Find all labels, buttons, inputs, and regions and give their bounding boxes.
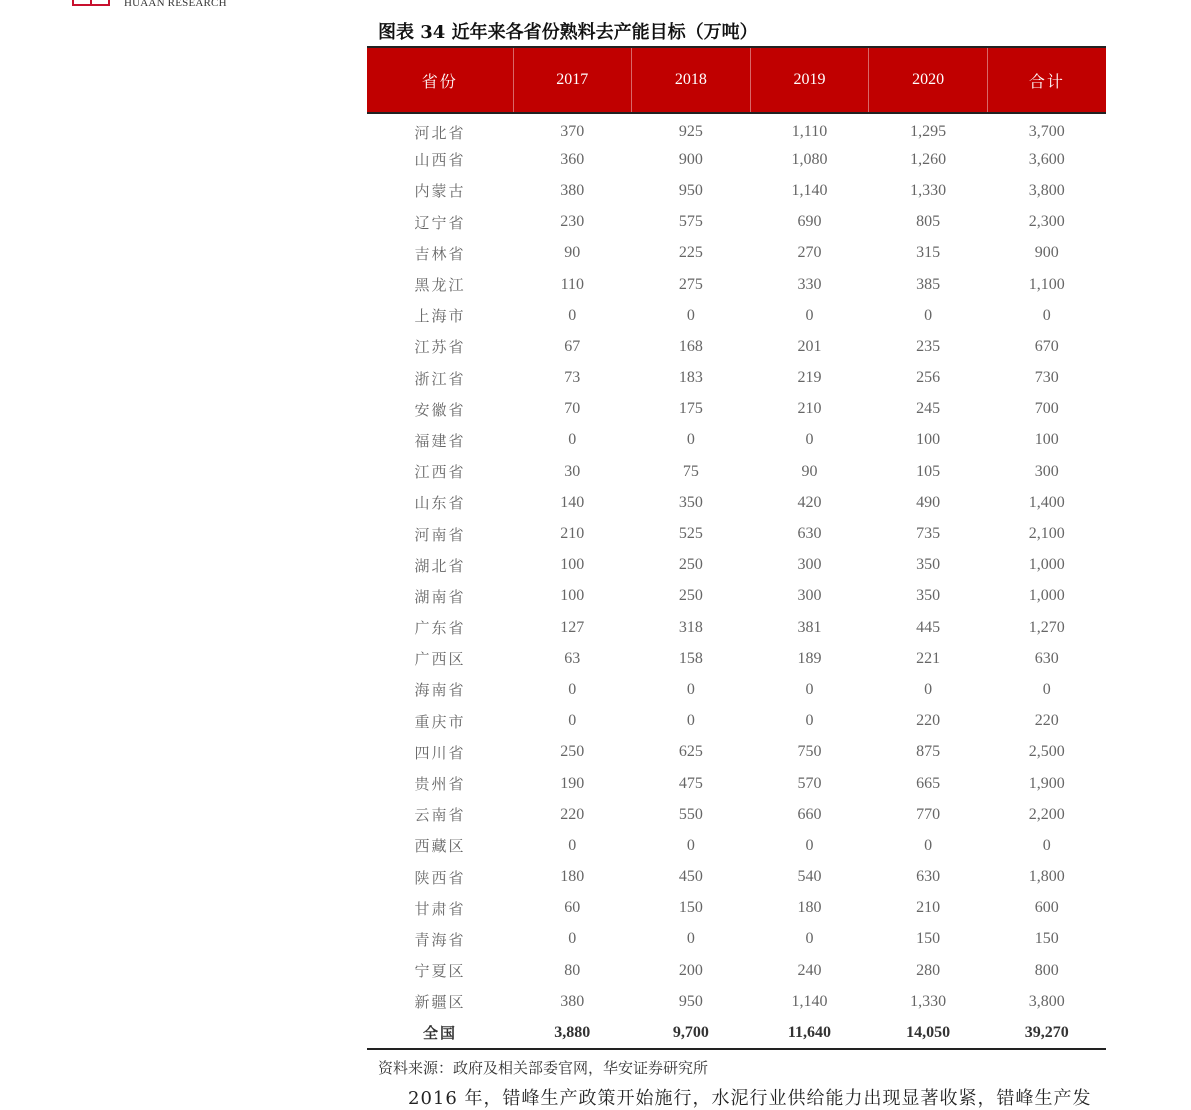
value-cell: 330 — [797, 275, 822, 293]
table-row — [367, 456, 1106, 487]
value-cell: 200 — [678, 961, 703, 979]
value-cell: 63 — [564, 649, 581, 667]
province-cell: 贵州省 — [414, 775, 466, 794]
value-cell: 1,100 — [1028, 275, 1065, 293]
value-cell: 665 — [916, 774, 941, 792]
value-cell: 80 — [564, 961, 581, 979]
province-cell: 宁夏区 — [414, 962, 466, 981]
value-cell: 14,050 — [869, 1017, 988, 1048]
brand-name: HUAAN RESEARCH — [124, 0, 227, 9]
value-cell: 950 — [678, 992, 703, 1010]
value-cell: 75 — [682, 462, 699, 480]
value-cell: 2,200 — [1028, 805, 1065, 823]
value-cell: 240 — [797, 961, 822, 979]
value-cell: 0 — [568, 306, 577, 324]
value-cell: 420 — [797, 493, 822, 511]
value-cell: 235 — [916, 337, 941, 355]
value-cell: 1,110 — [791, 123, 828, 141]
value-cell: 380 — [560, 992, 585, 1010]
table-row — [367, 207, 1106, 238]
value-cell: 180 — [560, 868, 585, 886]
value-cell: 1,400 — [1028, 493, 1065, 511]
value-cell: 0 — [686, 306, 695, 324]
value-cell: 805 — [916, 213, 941, 231]
value-cell: 225 — [678, 244, 703, 262]
brand-logo-icon — [72, 0, 110, 6]
value-cell: 2,500 — [1028, 743, 1065, 761]
value-cell: 630 — [916, 868, 941, 886]
value-cell: 0 — [686, 930, 695, 948]
province-cell: 四川省 — [414, 743, 466, 762]
value-cell: 0 — [568, 431, 577, 449]
province-cell: 河南省 — [414, 525, 466, 544]
source-note: 资料来源：政府及相关部委官网，华安证券研究所 — [378, 1059, 709, 1077]
value-cell: 256 — [916, 369, 941, 387]
value-cell: 318 — [678, 618, 703, 636]
table-row — [367, 862, 1106, 893]
province-cell: 海南省 — [414, 681, 466, 700]
column-header: 2017 — [513, 47, 632, 113]
value-cell: 0 — [686, 712, 695, 730]
table-row — [367, 893, 1106, 924]
province-cell: 河北省 — [414, 123, 466, 142]
value-cell: 1,295 — [910, 123, 947, 141]
value-cell: 3,800 — [1028, 181, 1065, 199]
value-cell: 0 — [686, 836, 695, 854]
table-row — [367, 706, 1106, 737]
value-cell: 570 — [797, 774, 822, 792]
value-cell: 690 — [797, 213, 822, 231]
value-cell: 575 — [678, 213, 703, 231]
value-cell: 700 — [1034, 400, 1059, 418]
table-row — [367, 425, 1106, 456]
table-row — [367, 581, 1106, 612]
province-cell: 湖南省 — [414, 587, 466, 606]
value-cell: 250 — [560, 743, 585, 761]
value-cell: 2,100 — [1028, 525, 1065, 543]
value-cell: 0 — [805, 306, 814, 324]
value-cell: 0 — [805, 836, 814, 854]
value-cell: 3,700 — [1028, 123, 1065, 141]
value-cell: 100 — [916, 431, 941, 449]
province-cell: 山西省 — [414, 151, 466, 170]
province-cell: 江苏省 — [414, 338, 466, 357]
value-cell: 275 — [678, 275, 703, 293]
value-cell: 100 — [560, 556, 585, 574]
value-cell: 230 — [560, 213, 585, 231]
table-row — [367, 768, 1106, 799]
table-row — [367, 269, 1106, 300]
value-cell: 750 — [797, 743, 822, 761]
column-header: 2018 — [632, 47, 751, 113]
table-body — [367, 113, 1106, 1049]
column-header: 2019 — [750, 47, 869, 113]
value-cell: 3,600 — [1028, 150, 1065, 168]
value-cell: 0 — [805, 930, 814, 948]
value-cell: 11,640 — [750, 1017, 869, 1048]
value-cell: 110 — [560, 275, 584, 293]
value-cell: 73 — [564, 369, 581, 387]
capacity-table — [367, 46, 1106, 1050]
province-cell: 重庆市 — [414, 712, 466, 731]
value-cell: 127 — [560, 618, 585, 636]
value-cell: 30 — [564, 462, 581, 480]
province-cell: 江西省 — [414, 463, 466, 482]
value-cell: 0 — [568, 680, 577, 698]
province-cell: 陕西省 — [414, 868, 466, 887]
value-cell: 525 — [678, 525, 703, 543]
value-cell: 280 — [916, 961, 941, 979]
value-cell: 70 — [564, 400, 581, 418]
value-cell: 175 — [678, 400, 703, 418]
province-cell: 湖北省 — [414, 556, 466, 575]
table-row — [367, 113, 1106, 144]
province-cell: 云南省 — [414, 806, 466, 825]
table-header-row — [367, 47, 1106, 113]
value-cell: 630 — [797, 525, 822, 543]
value-cell: 105 — [916, 462, 941, 480]
table-row — [367, 363, 1106, 394]
table-row — [367, 144, 1106, 175]
value-cell: 3,880 — [513, 1017, 632, 1048]
value-cell: 0 — [924, 306, 933, 324]
province-cell: 广西区 — [414, 650, 466, 669]
value-cell: 800 — [1034, 961, 1059, 979]
value-cell: 380 — [560, 181, 585, 199]
value-cell: 1,140 — [791, 992, 828, 1010]
value-cell: 1,260 — [910, 150, 947, 168]
value-cell: 450 — [678, 868, 703, 886]
province-cell: 黑龙江 — [414, 276, 466, 295]
value-cell: 300 — [1034, 462, 1059, 480]
figure-title: 图表 34 近年来各省份熟料去产能目标（万吨） — [378, 22, 758, 43]
value-cell: 735 — [916, 525, 941, 543]
table-row — [367, 737, 1106, 768]
value-cell: 1,330 — [910, 181, 947, 199]
value-cell: 150 — [916, 930, 941, 948]
value-cell: 1,900 — [1028, 774, 1065, 792]
value-cell: 9,700 — [632, 1017, 751, 1048]
province-cell: 青海省 — [414, 930, 466, 949]
value-cell: 950 — [678, 181, 703, 199]
value-cell: 730 — [1034, 369, 1059, 387]
value-cell: 189 — [797, 649, 822, 667]
value-cell: 1,000 — [1028, 556, 1065, 574]
value-cell: 540 — [797, 868, 822, 886]
column-header: 省份 — [367, 47, 513, 113]
province-cell: 甘肃省 — [414, 899, 466, 918]
province-cell: 吉林省 — [414, 244, 466, 263]
value-cell: 0 — [805, 431, 814, 449]
table-row — [367, 550, 1106, 581]
value-cell: 60 — [564, 899, 581, 917]
value-cell: 0 — [1042, 836, 1051, 854]
value-cell: 180 — [797, 899, 822, 917]
value-cell: 220 — [916, 712, 941, 730]
value-cell: 270 — [797, 244, 822, 262]
value-cell: 210 — [797, 400, 822, 418]
value-cell: 219 — [797, 369, 822, 387]
table-row — [367, 612, 1106, 643]
value-cell: 0 — [924, 680, 933, 698]
value-cell: 385 — [916, 275, 941, 293]
province-cell: 安徽省 — [414, 400, 466, 419]
value-cell: 900 — [1034, 244, 1059, 262]
table-row — [367, 394, 1106, 425]
province-cell: 山东省 — [414, 494, 466, 513]
value-cell: 245 — [916, 400, 941, 418]
value-cell: 0 — [568, 836, 577, 854]
value-cell: 600 — [1034, 899, 1059, 917]
value-cell: 250 — [678, 587, 703, 605]
body-paragraph: 2016 年，错峰生产政策开始施行，水泥行业供给能力出现显著收紧，错峰生产发 — [408, 1088, 1092, 1109]
value-cell: 0 — [805, 680, 814, 698]
value-cell: 39,270 — [987, 1017, 1106, 1048]
province-cell: 新疆区 — [414, 993, 466, 1012]
table-row — [367, 986, 1106, 1017]
value-cell: 2,300 — [1028, 213, 1065, 231]
table-row — [367, 300, 1106, 331]
province-cell: 全国 — [367, 1017, 513, 1048]
value-cell: 370 — [560, 123, 585, 141]
value-cell: 0 — [568, 712, 577, 730]
value-cell: 1,800 — [1028, 868, 1065, 886]
value-cell: 140 — [560, 493, 585, 511]
value-cell: 183 — [678, 369, 703, 387]
value-cell: 1,080 — [791, 150, 828, 168]
value-cell: 158 — [678, 649, 703, 667]
value-cell: 445 — [916, 618, 941, 636]
value-cell: 350 — [916, 587, 941, 605]
value-cell: 150 — [1034, 930, 1059, 948]
value-cell: 0 — [805, 712, 814, 730]
province-cell: 福建省 — [414, 431, 466, 450]
value-cell: 925 — [678, 123, 703, 141]
value-cell: 381 — [797, 618, 822, 636]
value-cell: 630 — [1034, 649, 1059, 667]
value-cell: 490 — [916, 493, 941, 511]
table-row — [367, 643, 1106, 674]
value-cell: 315 — [916, 244, 941, 262]
value-cell: 0 — [924, 836, 933, 854]
table-row — [367, 518, 1106, 549]
column-header: 2020 — [869, 47, 988, 113]
value-cell: 201 — [797, 337, 822, 355]
value-cell: 660 — [797, 805, 822, 823]
value-cell: 350 — [678, 493, 703, 511]
value-cell: 100 — [560, 587, 585, 605]
value-cell: 670 — [1034, 337, 1059, 355]
table-row — [367, 487, 1106, 518]
table-row — [367, 674, 1106, 705]
value-cell: 210 — [560, 525, 585, 543]
value-cell: 100 — [1034, 431, 1059, 449]
value-cell: 90 — [564, 244, 581, 262]
value-cell: 1,140 — [791, 181, 828, 199]
value-cell: 1,330 — [910, 992, 947, 1010]
value-cell: 360 — [560, 150, 585, 168]
value-cell: 0 — [1042, 306, 1051, 324]
data-table-container — [367, 46, 1106, 1050]
province-cell: 浙江省 — [414, 369, 466, 388]
column-header: 合计 — [987, 47, 1106, 113]
value-cell: 90 — [801, 462, 818, 480]
value-cell: 1,270 — [1028, 618, 1065, 636]
value-cell: 168 — [678, 337, 703, 355]
value-cell: 0 — [686, 680, 695, 698]
table-row — [367, 955, 1106, 986]
table-row — [367, 238, 1106, 269]
table-row — [367, 331, 1106, 362]
value-cell: 210 — [916, 899, 941, 917]
province-cell: 广东省 — [414, 619, 466, 638]
value-cell: 221 — [916, 649, 941, 667]
total-row — [367, 1017, 1106, 1048]
value-cell: 0 — [686, 431, 695, 449]
value-cell: 220 — [560, 805, 585, 823]
table-row — [367, 799, 1106, 830]
province-cell: 辽宁省 — [414, 213, 466, 232]
table-row — [367, 924, 1106, 955]
value-cell: 3,800 — [1028, 992, 1065, 1010]
value-cell: 190 — [560, 774, 585, 792]
value-cell: 770 — [916, 805, 941, 823]
table-row — [367, 175, 1106, 206]
value-cell: 150 — [678, 899, 703, 917]
table-row — [367, 830, 1106, 861]
value-cell: 475 — [678, 774, 703, 792]
value-cell: 875 — [916, 743, 941, 761]
value-cell: 0 — [1042, 680, 1051, 698]
value-cell: 350 — [916, 556, 941, 574]
province-cell: 上海市 — [414, 307, 466, 326]
value-cell: 625 — [678, 743, 703, 761]
province-cell: 内蒙古 — [414, 182, 466, 201]
value-cell: 900 — [678, 150, 703, 168]
value-cell: 220 — [1034, 712, 1059, 730]
value-cell: 300 — [797, 556, 822, 574]
value-cell: 550 — [678, 805, 703, 823]
value-cell: 67 — [564, 337, 581, 355]
value-cell: 250 — [678, 556, 703, 574]
value-cell: 300 — [797, 587, 822, 605]
province-cell: 西藏区 — [414, 837, 466, 856]
value-cell: 0 — [568, 930, 577, 948]
value-cell: 1,000 — [1028, 587, 1065, 605]
